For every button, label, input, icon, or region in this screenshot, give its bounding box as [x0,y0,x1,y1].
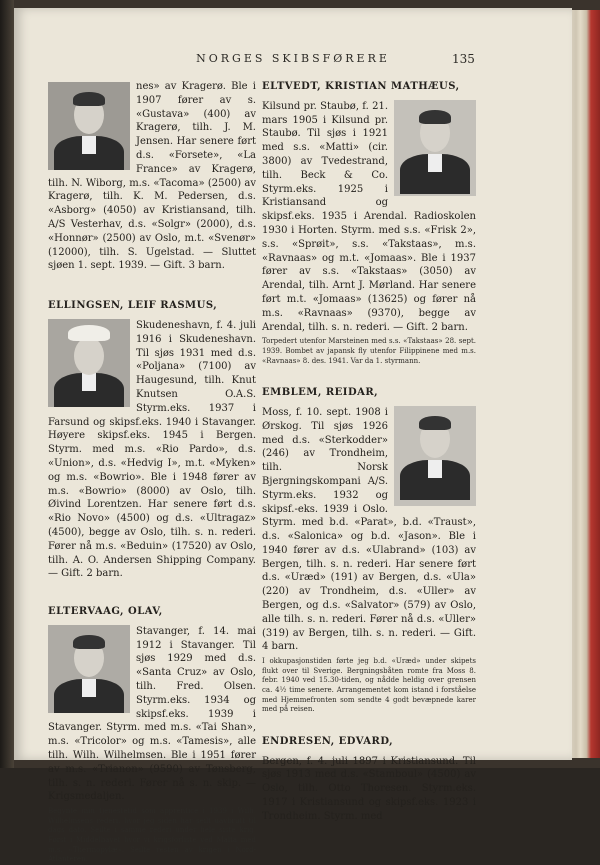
portrait-collar [428,460,442,478]
portrait-hair [73,635,105,649]
entry-note: I okkupasjonstiden førte jeg b.d. «Uræd» under skipets flukt over til Sverige. Bergningsbåten romte fra Moss 8. febr. 1940 ved 15.30-tiden, og nådde heldig over grensen ca. 4½ time senere. Arrangementet kom istand i forståelse med Hjemmefronten som sendte 4 godt bevæpnede karer med på reisen. [262,657,476,714]
portrait-hair [73,92,105,106]
entry-name: ELLINGSEN, LEIF RASMUS, [48,300,218,312]
entry-text: Bergen, f. 4. juli 1897 i Kristiansund. Til sjøs 1913 med d.s. «Stamboul» (4500) av Oslo, tilh. Otto Thoresen. Styrm.eks. 1917 i Kristiansund og skipsf.eks. 1923 i Trondheim. Styrm. med [262,755,476,822]
entry-name: ENDRESEN, EDVARD, [262,735,394,747]
entry-name: EMBLEM, REIDAR, [262,387,379,399]
portrait-collar [82,373,96,391]
page [14,8,572,864]
portrait-photo [48,625,130,713]
portrait-cap [68,325,110,341]
entry-note: Begynte min tjenestetid som apprentice i 1939 i Wilh. Wilhelmsens rederi, hvor jeg siden har seilt uavbrutt til dags dato. Seilte i samme rederi under hele siste krig. Først i Middelhavet hvor vi krigsforliste ved Malta med m.s. «Thermopylæ». Seilte resten av krigen i Nord-Atlanteren. [48,807,256,864]
running-header: NORGES SKIBSFØRERE [196,52,390,65]
portrait-head [74,337,104,375]
entry-text: Stavanger, f. 14. mai 1912 i Stavanger. Til sjøs 1929 med d.s. «Santa Cruz» av Oslo, tilh. Fred. Olsen. Styrm.eks. 1934 og skipsf.eks. 1939 i Stavanger. Styrm. med m.s. «Tai Shan», m.s. «Tricolor» og m.s. «Tamesis», alle tilh. Wilh. Wilhelmsen. Ble i 1951 fører av m.s. «Trianon» (9590) av Tønsberg, tilh. s. n. rederi. Fører nå s. n. skip. — Krigsmedaljen. [48,625,256,803]
entry-text: nes» av Kragerø. Ble i 1907 fører av s. «Gustava» (400) av Kragerø, tilh. J. M. Jensen. Har senere ført d.s. «Forsete», «La France» av Kragerø, tilh. N. Wiborg, m.s. «Tacoma» (2500) av Kragerø, tilh. K. M. Pedersen, d.s. «Asborg» (4050) av Kristiansand, tilh. A/S Vesterhav, d.s. «Solgr» (2000), d.s. «Honnør» (2500) av Oslo, m.t. «Svenør» (12000), tilh. S. Ugelstad. — Sluttet sjøen 1. sept. 1939. — Gift. 3 barn. [48,81,256,272]
portrait-photo [48,319,130,407]
portrait-photo [394,100,476,196]
page-edges [570,10,600,758]
portrait-hair [419,416,451,430]
portrait-collar [428,154,442,172]
portrait-collar [82,679,96,697]
book-spine [0,0,14,768]
page-number: 135 [452,52,475,66]
entry-text: Moss, f. 10. sept. 1908 i Ørskog. Til sjøs 1926 med d.s. «Sterkodder» (246) av Trondheim, tilh. Norsk Bjergningskompani A/S. Styrm.eks. 1932 og skipsf.-eks. 1939 i Oslo. Styrm. med b.d. «Parat», b.d. «Traust», d.s. «Salonica» og b.d. «Jason». Ble i 1940 fører av d.s. «Ulabrand» (103) av Bergen, tilh. s. n. rederi. Har senere ført d.s. «Uræd» (191) av Bergen, d.s. «Ula» (220) av Trondheim, d.s. «Uller» av Bergen, og d.s. «Salvator» (579) av Oslo, alle tilh. s. n. rederi. Fører nå d.s. «Uller» (319) av Bergen, tilh. s. n. rederi. — Gift. 4 barn. [262,406,476,653]
entry-note: Torpedert utenfor Marsteinen med s.s. «Takstaas» 28. sept. 1939. Bombet av japansk fly utenfor Filippinene med m.s. «Ravnaas» 8. des. 1941. Var da 1. styrmann. [262,337,476,365]
portrait-photo [394,406,476,506]
entry-text: Skudeneshavn, f. 4. juli 1916 i Skudeneshavn. Til sjøs 1931 med d.s. «Poljana» (7100) av Haugesund, tilh. Knut Knutsen O.A.S. Styrm.eks. 1937 i Farsund og skipsf.eks. 1940 i Stavanger. Høyere skipsf.eks. 1945 i Bergen. Styrm. med m.s. «Rio Pardo», d.s. «Union», d.s. «Hedvig I», m.t. «Myken» og m.s. «Bowrio». Ble i 1948 fører av m.s. «Bowrio» (8000) av Oslo, tilh. Øivind Lorentzen. Har senere ført d.s. «Rio Novo» (4500) og d.s. «Ultragaz» (4500), begge av Oslo, tilh. s. n. rederi. Fører nå m.s. «Beduin» (17520) av Oslo, tilh. A. O. Andersen Shipping Company. — Gift. 2 barn. [48,319,256,580]
portrait-collar [82,136,96,154]
portrait-photo [48,82,130,170]
entry-name: ELTVEDT, KRISTIAN MATHÆUS, [262,81,460,92]
entry-name: ELTERVAAG, OLAV, [48,606,163,618]
left-column [48,80,256,865]
portrait-hair [419,110,451,124]
entry-text: Kilsund pr. Staubø, f. 21. mars 1905 i Kilsund pr. Staubø. Til sjøs i 1921 med s.s. «Matti» (cir. 3800) av Tvedestrand, tilh. Beck & Co. Styrm.eks. 1925 i Kristiansand og skipsf.eks. 1935 i Arendal. Radioskolen 1930 i Horten. Styrm. med s.s. «Frisk 2», s.s. «Sprøit», s.s. «Takstaas», m.s. «Ravnaas» og m.t. «Jomaas». Ble i 1937 fører av s.s. «Takstaas» (3050) av Arendal, tilh. Arnt J. Mørland. Har senere ført m.t. «Jomaas» (13625) og fører nå m.s. «Ravnaas» (9370), begge av Arendal, tilh. s. n. rederi. — Gift. 2 barn. [262,100,476,333]
right-column [262,80,476,824]
